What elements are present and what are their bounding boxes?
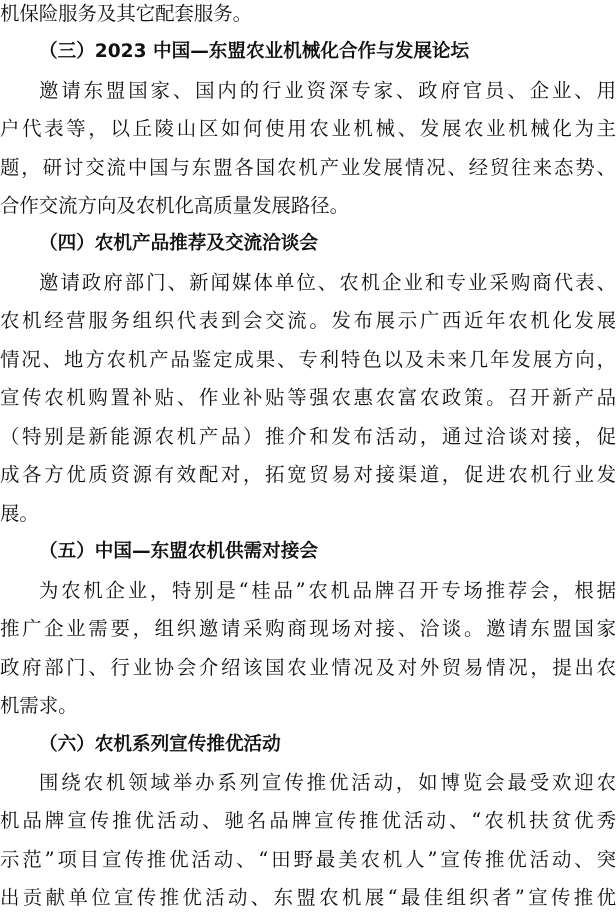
paragraph-line: （特别是新能源农机产品）推介和发布活动，通过洽谈对接，促: [0, 425, 616, 448]
paragraph-line: 成各方优质资源有效配对，拓宽贸易对接渠道，促进农机行业发: [0, 463, 616, 486]
paragraph-line: 机品牌宣传推优活动、驰名品牌宣传推优活动、“农机扶贫优秀: [0, 809, 616, 832]
paragraph-line: 机需求。: [0, 694, 78, 717]
paragraph-line: 出贡献单位宣传推优活动、东盟农机展“最佳组织者”宣传推优: [0, 886, 616, 909]
section-heading: （六）农机系列宣传推优活动: [39, 734, 281, 755]
paragraph-line: 农机经营服务组织代表到会交流。发布展示广西近年农机化发展: [0, 309, 616, 332]
paragraph-line: 为农机企业，特别是“桂品”农机品牌召开专场推荐会，根据: [39, 579, 616, 602]
section-heading: （四）农机产品推荐及交流洽谈会: [39, 233, 318, 254]
paragraph-line: 邀请东盟国家、国内的行业资深专家、政府官员、企业、用: [39, 79, 616, 102]
paragraph-line: 展。: [0, 502, 39, 525]
section-heading: （三）2023 中国—东盟农业机械化合作与发展论坛: [39, 41, 470, 62]
paragraph-line: 邀请政府部门、新闻媒体单位、农机企业和专业采购商代表、: [39, 271, 616, 294]
paragraph-line: 题，研讨交流中国与东盟各国农机产业发展情况、经贸往来态势、: [0, 156, 616, 179]
paragraph-line: 政府部门、行业协会介绍该国农业情况及对外贸易情况，提出农: [0, 656, 616, 679]
paragraph-line: 宣传农机购置补贴、作业补贴等强农惠农富农政策。召开新产品: [0, 386, 616, 409]
paragraph-line: 情况、地方农机产品鉴定成果、专利特色以及未来几年发展方向，: [0, 348, 616, 371]
paragraph-line: 合作交流方向及农机化高质量发展路径。: [0, 194, 350, 217]
paragraph-line: 机保险服务及其它配套服务。: [0, 2, 253, 25]
section-heading: （五）中国—东盟农机供需对接会: [39, 541, 318, 562]
paragraph-line: 户代表等，以丘陵山区如何使用农业机械、发展农业机械化为主: [0, 117, 616, 140]
paragraph-line: 推广企业需要，组织邀请采购商现场对接、洽谈。邀请东盟国家: [0, 617, 616, 640]
paragraph-line: 围绕农机领域举办系列宣传推优活动，如博览会最受欢迎农: [39, 771, 616, 794]
paragraph-line: 示范”项目宣传推优活动、“田野最美农机人”宣传推优活动、突: [0, 848, 616, 871]
